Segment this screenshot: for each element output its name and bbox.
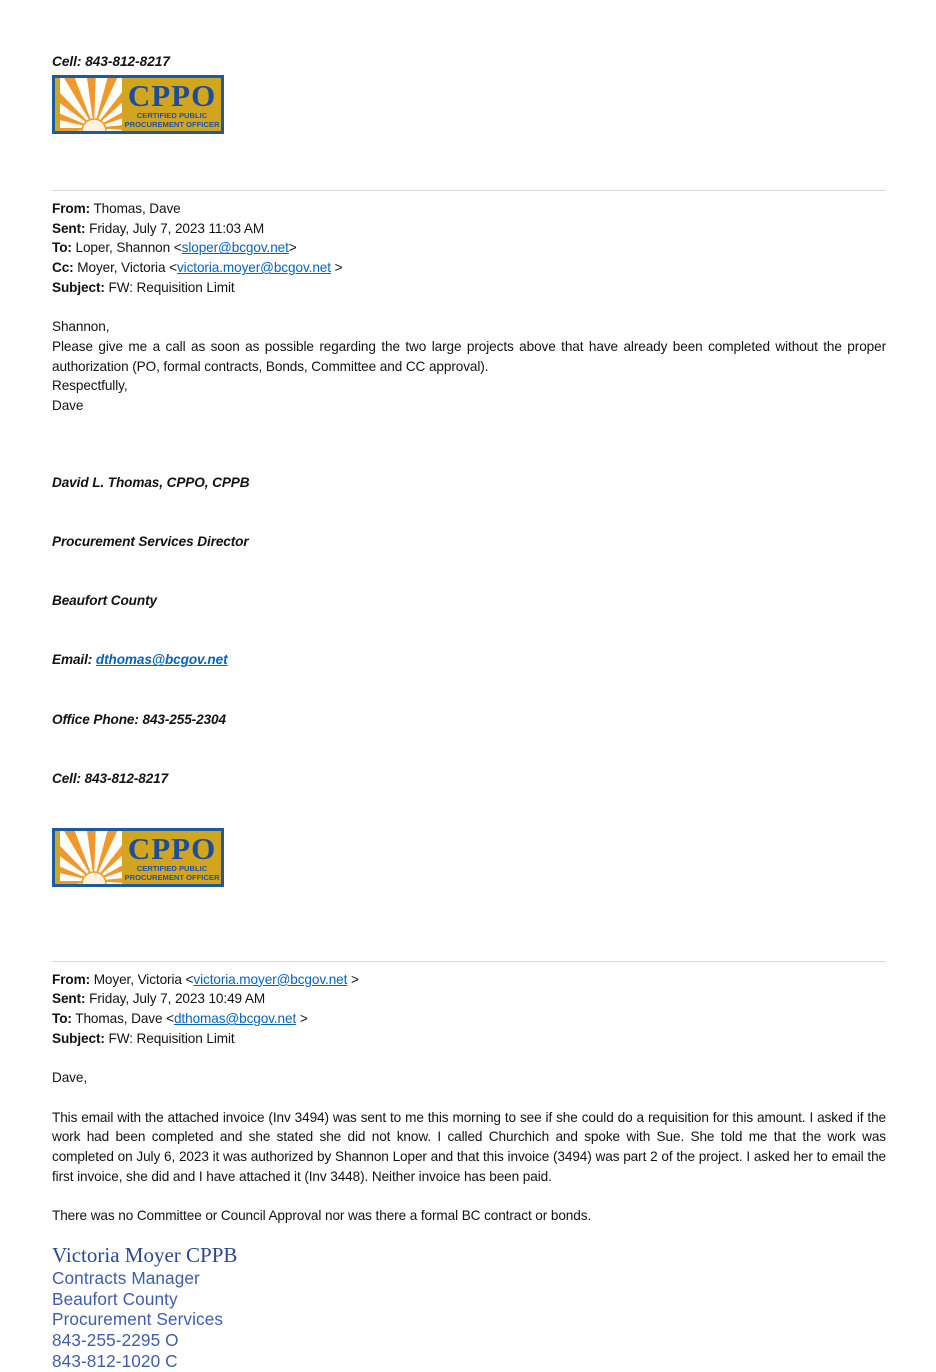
signature-org: Beaufort County	[52, 593, 157, 609]
email1-sent-row	[52, 219, 886, 239]
cppo-certification-badge	[52, 75, 224, 134]
from-suffix: >	[347, 971, 359, 987]
email1-body	[52, 317, 886, 416]
from-value: Thomas, Dave	[90, 201, 181, 216]
subject-label: Subject:	[52, 279, 105, 295]
sent-value: Friday, July 7, 2023 10:49 AM	[85, 991, 266, 1007]
signature-email-row	[52, 650, 886, 670]
to-prefix: Thomas, Dave <	[71, 1011, 174, 1027]
email1-closing: Respectfully,	[52, 378, 128, 394]
signature-email-link[interactable]: dthomas@bcgov.net	[95, 652, 228, 668]
signature-org: Beaufort County	[52, 1288, 178, 1309]
document-content	[52, 0, 886, 1372]
signature-cell-line-fragment: Cell: 843-812-8217	[52, 54, 170, 69]
email1-signature	[52, 434, 886, 828]
email1-to-row	[52, 238, 886, 258]
email2-to-row	[52, 1009, 886, 1029]
subject-value: FW: Requisition Limit	[104, 279, 235, 295]
cc-label: Cc:	[52, 260, 74, 276]
sun-disc-icon	[82, 872, 106, 896]
from-label: From:	[52, 971, 91, 987]
signature-name: Victoria Moyer CPPB	[52, 1242, 238, 1267]
subject-value: FW: Requisition Limit	[104, 1030, 235, 1046]
cppo-certification-badge	[52, 828, 224, 887]
badge-caption-line2: PROCUREMENT OFFICER	[124, 120, 220, 129]
signature-office-phone: 843-255-2295 O	[52, 1330, 179, 1351]
sun-disc-icon	[82, 119, 106, 143]
email1-closing-name: Dave	[52, 398, 84, 414]
email1-from-row	[52, 199, 886, 219]
email2-paragraph2: There was no Committee or Council Approval nor was there a formal BC contract or bonds.	[52, 1208, 592, 1224]
email1-divider	[52, 190, 886, 191]
signature-email-label: Email:	[52, 652, 96, 668]
to-suffix: >	[296, 1011, 308, 1027]
from-label: From:	[52, 201, 91, 216]
to-suffix: >	[288, 240, 297, 256]
signature-cell: Cell: 843-812-8217	[52, 770, 169, 786]
signature-dept: Procurement Services	[52, 1309, 224, 1330]
signature-name: David L. Thomas, CPPO, CPPB	[52, 475, 250, 491]
email1-subject-row	[52, 278, 886, 298]
cc-email-link[interactable]: victoria.moyer@bcgov.net	[176, 260, 331, 276]
badge-acronym: CPPO	[127, 830, 217, 866]
badge-caption-line1: CERTIFIED PUBLIC	[136, 863, 208, 873]
email2-subject-row	[52, 1029, 886, 1049]
email2-from-row	[52, 970, 886, 990]
email2-body	[52, 1068, 886, 1226]
email2-greeting: Dave,	[52, 1070, 88, 1086]
to-email-link[interactable]: sloper@bcgov.net	[181, 240, 289, 256]
cc-suffix: >	[330, 260, 343, 276]
to-email-link[interactable]: dthomas@bcgov.net	[173, 1011, 297, 1027]
email2-paragraph1: This email with the attached invoice (Inv 3494) was sent to me this morning to see if she could do a requisition for this amount. I asked if the work had been completed and she stated she did not know. I called Churchich and spoke with Sue. She told me that the work was completed on July 6, 2023 it was authorized by Shannon Loper and that this invoice (3494) was part 2 of the project. I asked her to email the first invoice, she did and I have attached it (Inv 3448). Neither invoice has been paid.	[52, 1109, 886, 1184]
sent-value: Friday, July 7, 2023 11:03 AM	[85, 220, 265, 236]
email2-signature	[52, 1243, 886, 1372]
to-label: To:	[52, 240, 72, 256]
from-prefix: Moyer, Victoria <	[90, 971, 194, 987]
email2-sent-row	[52, 989, 886, 1009]
signature-cell-phone: 843-812-1020 C	[52, 1351, 178, 1372]
signature-title: Procurement Services Director	[52, 534, 249, 550]
badge-caption-line1: CERTIFIED PUBLIC	[136, 111, 208, 120]
to-prefix: Loper, Shannon <	[71, 240, 182, 256]
sent-label: Sent:	[52, 220, 86, 236]
badge-caption-line2: PROCUREMENT OFFICER	[124, 872, 220, 882]
email2-divider	[52, 961, 886, 962]
signature-title: Contracts Manager	[52, 1267, 200, 1288]
email1-header	[52, 199, 886, 298]
from-email-link[interactable]: victoria.moyer@bcgov.net	[193, 971, 348, 987]
sent-label: Sent:	[52, 991, 86, 1007]
to-label: To:	[52, 1011, 72, 1027]
email1-greeting: Shannon,	[52, 319, 110, 335]
badge-acronym: CPPO	[127, 78, 217, 113]
email1-paragraph: Please give me a call as soon as possible regarding the two large projects above that have already been completed without the proper authorization (PO, formal contracts, Bonds, Committee and CC approval).	[52, 338, 886, 374]
cc-prefix: Moyer, Victoria <	[73, 260, 177, 276]
signature-office-phone: Office Phone: 843-255-2304	[52, 711, 226, 727]
email2-header	[52, 970, 886, 1049]
subject-label: Subject:	[52, 1030, 105, 1046]
email1-cc-row	[52, 258, 886, 278]
